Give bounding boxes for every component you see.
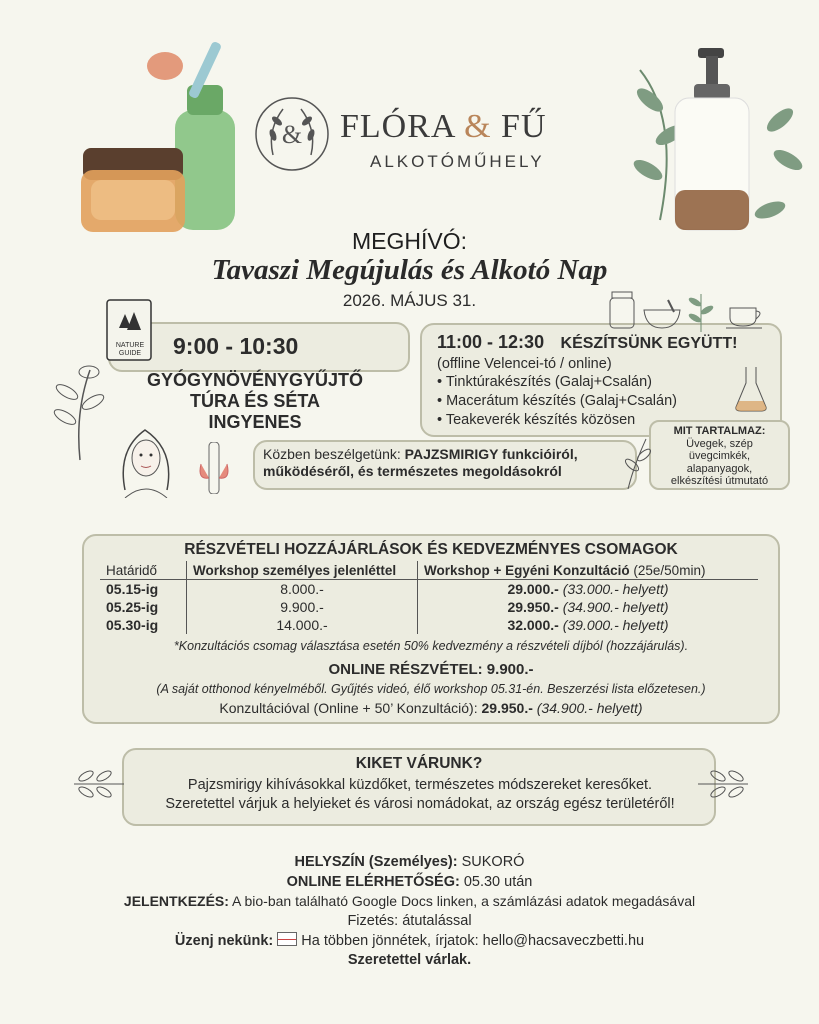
online-consult: Konzultációval (Online + 50’ Konzultáció): 29.950.- (34.900.- helyett): [219, 700, 643, 716]
cosmetics-illustration-left: [75, 30, 255, 240]
envelope-icon: [277, 932, 297, 946]
invite-label: MEGHÍVÓ:: [351, 228, 467, 254]
table-row: 05.25-ig 9.900.- 29.950.- (34.900.- helyett): [100, 598, 758, 616]
workshop-heading: KÉSZÍTSÜNK EGYÜTT!: [560, 335, 738, 352]
pricing-heading: RÉSZVÉTELI HOZZÁJÁRLÁSOK ÉS KEDVEZMÉNYES CSOMAGOK: [184, 541, 678, 558]
online-note: (A saját otthonod kényelméből. Gyűjtés videó, élő workshop 05.31-én. Beszerzési lista előzetesen.): [156, 682, 706, 696]
nature-guide-badge: NATURE GUIDE: [115, 342, 145, 357]
list-item: • Teakeverék készítés közösen: [437, 412, 636, 428]
audience-heading: KIKET VÁRUNK?: [355, 755, 483, 772]
table-row: 05.15-ig 8.000.- 29.000.- (33.000.- helyett): [100, 580, 758, 599]
table-header: Határidő Workshop személyes jelenléttel Workshop + Egyéni Konzultáció (25e/50min): [100, 561, 758, 580]
flask-icon: [733, 365, 769, 413]
contents-heading: MIT TARTALMAZ:: [673, 425, 766, 437]
event-title: Tavaszi Megújulás és Alkotó Nap: [211, 254, 608, 286]
registration-line: JELENTKEZÉS: A bio-ban található Google Docs linken, a számlázási adatok megadásával: [123, 893, 696, 909]
pump-bottle-illustration-right: [620, 40, 805, 240]
teacup-icon: [726, 296, 766, 330]
audience-line-2: Szeretettel várjuk a helyieket és városi nomádokat, az ország egész területéről!: [165, 796, 675, 812]
event-date: 2026. MÁJUS 31.: [342, 291, 477, 310]
mortar-icon: [642, 298, 682, 330]
closing-line: Szeretettel várlak.: [347, 952, 472, 968]
workshop-subtitle: (offline Velencei-tó / online): [437, 356, 612, 372]
list-item: • Tinktúrakészítés (Galaj+Csalán): [437, 374, 653, 390]
pricing-note: *Konzultációs csomag választása esetén 50% kedvezmény a részvételi díjból (hozzájárulás).: [173, 639, 689, 653]
message-line: Üzenj nekünk: Ha többen jönnétek, írjatok: hello@hacsaveczbetti.hu: [174, 933, 645, 949]
contents-box: MIT TARTALMAZ: Üvegek, szép üvegcimkék, alapanyagok, elkészítési útmutató: [649, 420, 790, 490]
thyroid-icon: [195, 442, 233, 494]
workshop-header: [437, 332, 737, 353]
list-item: • Macerátum készítés (Galaj+Csalán): [437, 393, 677, 409]
online-access-line: ONLINE ELÉRHETŐSÉG: 05.30 után: [286, 874, 533, 890]
pump-bottle-icon: [675, 48, 749, 230]
logo-letter: &: [281, 120, 303, 149]
workshop-time: 11:00 - 12:30: [437, 332, 545, 352]
location-line: HELYSZÍN (Személyes): SUKORÓ: [294, 854, 525, 870]
payment-line: Fizetés: átutalással: [347, 913, 472, 929]
table-row: 05.30-ig 14.000.- 32.000.- (39.000.- helyett): [100, 616, 758, 634]
leaf-branch-icon: [622, 435, 652, 491]
leaf-branch-icon: [45, 362, 110, 462]
cream-jar-icon: [81, 148, 185, 232]
brand-subtitle: ALKOTÓMŰHELY: [370, 152, 545, 171]
morning-description: GYÓGYNÖVÉNYGYŰJTŐ TÚRA ÉS SÉTA INGYENES: [146, 370, 364, 432]
workshop-items: [437, 373, 677, 430]
online-heading: ONLINE RÉSZVÉTEL: 9.900.-: [328, 661, 534, 678]
woman-portrait-icon: [105, 420, 187, 498]
morning-time: 9:00 - 10:30: [173, 333, 299, 359]
leaf-branch-icon: [696, 760, 750, 806]
laurel-logo-icon: [253, 95, 331, 173]
jar-icon: [608, 290, 636, 330]
brand-name: FLÓRA & FŰ: [340, 108, 547, 145]
pricing-table: [100, 561, 758, 634]
audience-line-1: Pajzsmirigy kihívásokkal küzdőket, természetes módszereket keresőket.: [187, 777, 653, 793]
leaf-branch-icon: [72, 760, 126, 806]
herb-icon: [684, 290, 718, 332]
talk-text: Közben beszélgetünk: PAJZSMIRIGY funkcióiról, működéséről, és természetes megoldásokról: [263, 446, 578, 479]
